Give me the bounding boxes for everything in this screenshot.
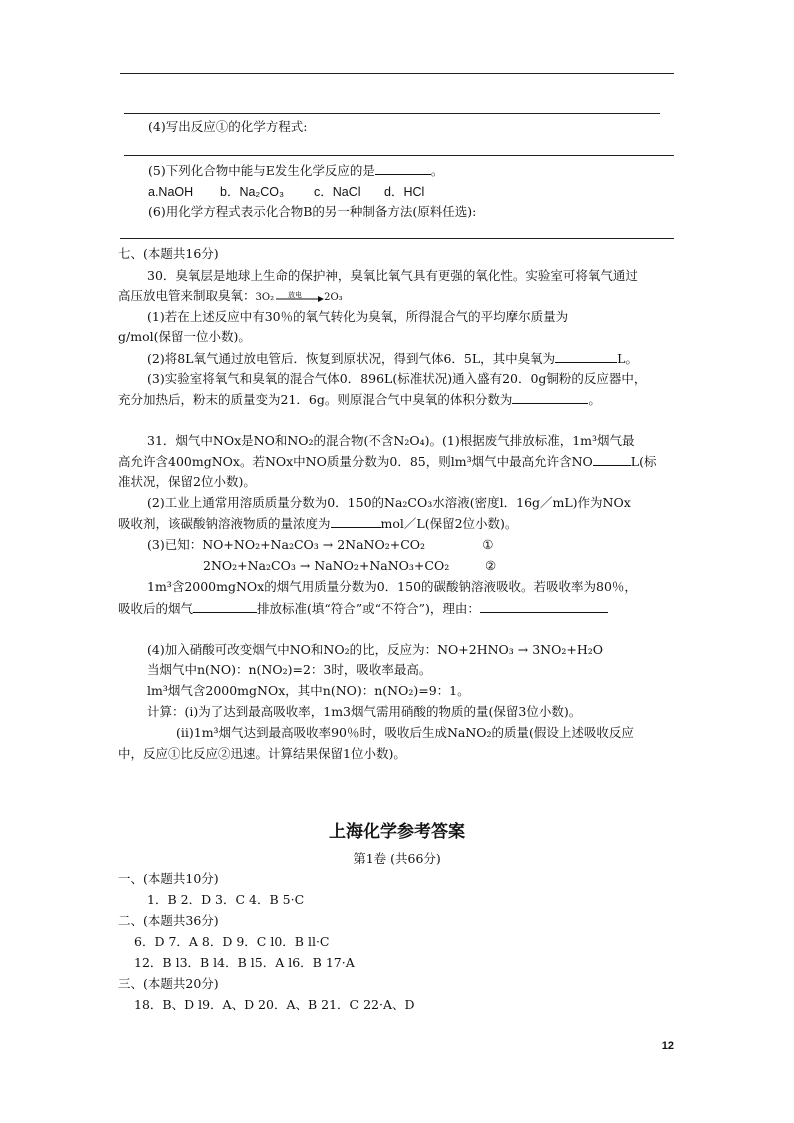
equation-o3: 2O₃: [324, 292, 343, 303]
q31-4-line-1: (4)加入硝酸可改变烟气中NO和NO₂的比，反应为：NO+2HNO₃ → 3NO₂+H₂O: [147, 642, 604, 657]
q31-3-mid: 排放标准(填“符合”或“不符合”)，理由：: [257, 601, 480, 616]
q30-1-line-2: g/mol(保留一位小数)。: [118, 329, 251, 344]
rule-top: [120, 73, 674, 74]
answers-title: 上海化学参考答案: [329, 822, 465, 842]
q31-2-text: 吸收剂，该碳酸钠溶液物质的量浓度为: [118, 516, 331, 531]
options-row: [148, 183, 424, 201]
q30-2: [147, 349, 638, 368]
q30-line-2: [118, 287, 343, 307]
answer-line-1: [124, 113, 660, 114]
question-5: [148, 161, 443, 180]
q31-3-intro-text: (3)已知：: [147, 537, 203, 552]
q31-2-end: mol／L(保留2位小数)。: [380, 516, 518, 531]
q30-2-end: L。: [617, 351, 638, 366]
q31-2-line-1: (2)工业上通常用溶质质量分数为0．150的Na₂CO₃水溶液(密度l．16g／mL)作为NOx: [147, 495, 631, 510]
answers-section-1-items: 1．B 2．D 3．C 4．B 5·C: [147, 892, 305, 907]
q30-line-1: 30．臭氧层是地球上生命的保护神，臭氧比氧气具有更强的氧化性。实验室可将氧气通过: [147, 268, 638, 283]
question-5-end: 。: [430, 163, 444, 178]
answer-line-3: [120, 238, 674, 239]
equation-1-number: ①: [482, 537, 494, 552]
option-d: d．HCl: [384, 185, 425, 199]
q31-3-line-2: [118, 599, 608, 618]
question-5-text: (5)下列化合物中能与E发生化学反应的是: [148, 163, 375, 178]
q30-1-line-1: (1)若在上述反应中有30％的氧气转化为臭氧，所得混合气的平均摩尔质量为: [147, 309, 569, 324]
q31-line-2-end: L(标: [630, 454, 657, 469]
option-c: c．NaCl: [314, 185, 361, 199]
q30-line-2-text: 高压放电管来制取臭氧：: [118, 288, 256, 303]
q31-3-text: 吸收后的烟气: [118, 601, 194, 616]
answers-section-3-items: 18．B、D l9．A、D 20．A、B 21．C 22·A、D: [134, 997, 415, 1012]
q30-2-text: (2)将8L氧气通过放电管后．恢复到原状况，得到气体6．5L，其中臭氧为: [147, 351, 556, 366]
q30-3-end: 。: [588, 392, 601, 407]
answer-blank-q31-2[interactable]: [331, 514, 381, 528]
question-4: (4)写出反应①的化学方程式:: [148, 119, 308, 134]
q31-3-line-1: 1m³含2000mgNOx的烟气用质量分数为0．150的碳酸钠溶液吸收。若吸收率为80％，: [147, 579, 637, 594]
q31-line-1: 31．烟气中NOx是NO和NO₂的混合物(不含N₂O₄)。(1)根据废气排放标准，1m³烟气最: [147, 433, 635, 448]
answer-blank-q5[interactable]: [375, 161, 431, 175]
page-number: 12: [661, 1040, 674, 1052]
answers-section-1-header: 一、(本题共10分): [118, 871, 219, 886]
answers-section-2-line-1: 6．D 7．A 8．D 9．C l0．B ll·C: [134, 934, 330, 949]
option-a: a.NaOH: [148, 185, 194, 199]
answers-section-2-header: 二、(本题共36分): [118, 913, 219, 928]
answer-blank-q30-3[interactable]: [512, 390, 588, 404]
equation-1: NO+NO₂+Na₂CO₃ → 2NaNO₂+CO₂: [202, 537, 426, 552]
answer-blank-q31-3-reason[interactable]: [480, 599, 608, 613]
q31-4-line-6: 中，反应①比反应②迅速。计算结果保留1位小数)。: [118, 746, 406, 761]
q31-4-line-3: lm³烟气含2000mgNOx，其中n(NO)：n(NO₂)=9：1。: [147, 683, 470, 698]
equation-2-row: [203, 557, 496, 575]
answers-section-3-header: 三、(本题共20分): [118, 976, 219, 991]
answer-blank-q31-3[interactable]: [193, 599, 257, 613]
q31-4-line-5: (ii)1m³烟气达到最高吸收率90％时，吸收后生成NaNO₂的质量(假设上述吸收反应: [176, 725, 634, 740]
q31-4-line-2: 当烟气中n(NO)：n(NO₂)=2：3时，吸收率最高。: [147, 662, 432, 677]
answers-subtitle: 第1卷 (共66分): [353, 851, 441, 866]
answer-blank-q30-2[interactable]: [555, 349, 617, 363]
equation-o2: 3O₂: [255, 292, 275, 303]
q31-line-2-text: 高允许含400mgNOx。若NOx中NO质量分数为0．85，则lm³烟气中最高允许含NO: [118, 454, 593, 469]
q30-3-text: 充分加热后，粉末的质量变为21．6g。则原混合气中臭氧的体积分数为: [118, 392, 513, 407]
section-7-header: 七、(本题共16分): [118, 246, 219, 261]
q31-line-2: [118, 452, 656, 471]
reaction-arrow-icon: [274, 291, 324, 303]
q30-3-line-2: [118, 390, 601, 409]
q30-3-line-1: (3)实验室将氧气和臭氧的混合气体0．896L(标准状况)通入盛有20．0g铜粉的反应器中，: [147, 371, 647, 386]
equation-2: 2NO₂+Na₂CO₃ → NaNO₂+NaNO₃+CO₂: [203, 558, 450, 573]
answer-line-2: [124, 155, 674, 156]
arrow-condition: 放电: [288, 290, 303, 299]
q31-2-line-2: [118, 514, 517, 533]
answer-blank-q31-1[interactable]: [593, 452, 631, 466]
answers-section-2-line-2: 12．B l3．B l4．B l5．A l6．B 17·A: [134, 955, 355, 970]
option-b: b．Na₂CO₃: [220, 185, 285, 199]
q31-4-line-4: 计算：(i)为了达到最高吸收率，1m3烟气需用硝酸的物质的量(保留3位小数)。: [147, 704, 582, 719]
q31-3-intro: [147, 536, 493, 554]
q31-line-3: 准状况，保留2位小数)。: [118, 474, 256, 489]
equation-2-number: ②: [485, 558, 497, 573]
question-6: (6)用化学方程式表示化合物B的另一种制备方法(原料任选):: [148, 204, 477, 219]
